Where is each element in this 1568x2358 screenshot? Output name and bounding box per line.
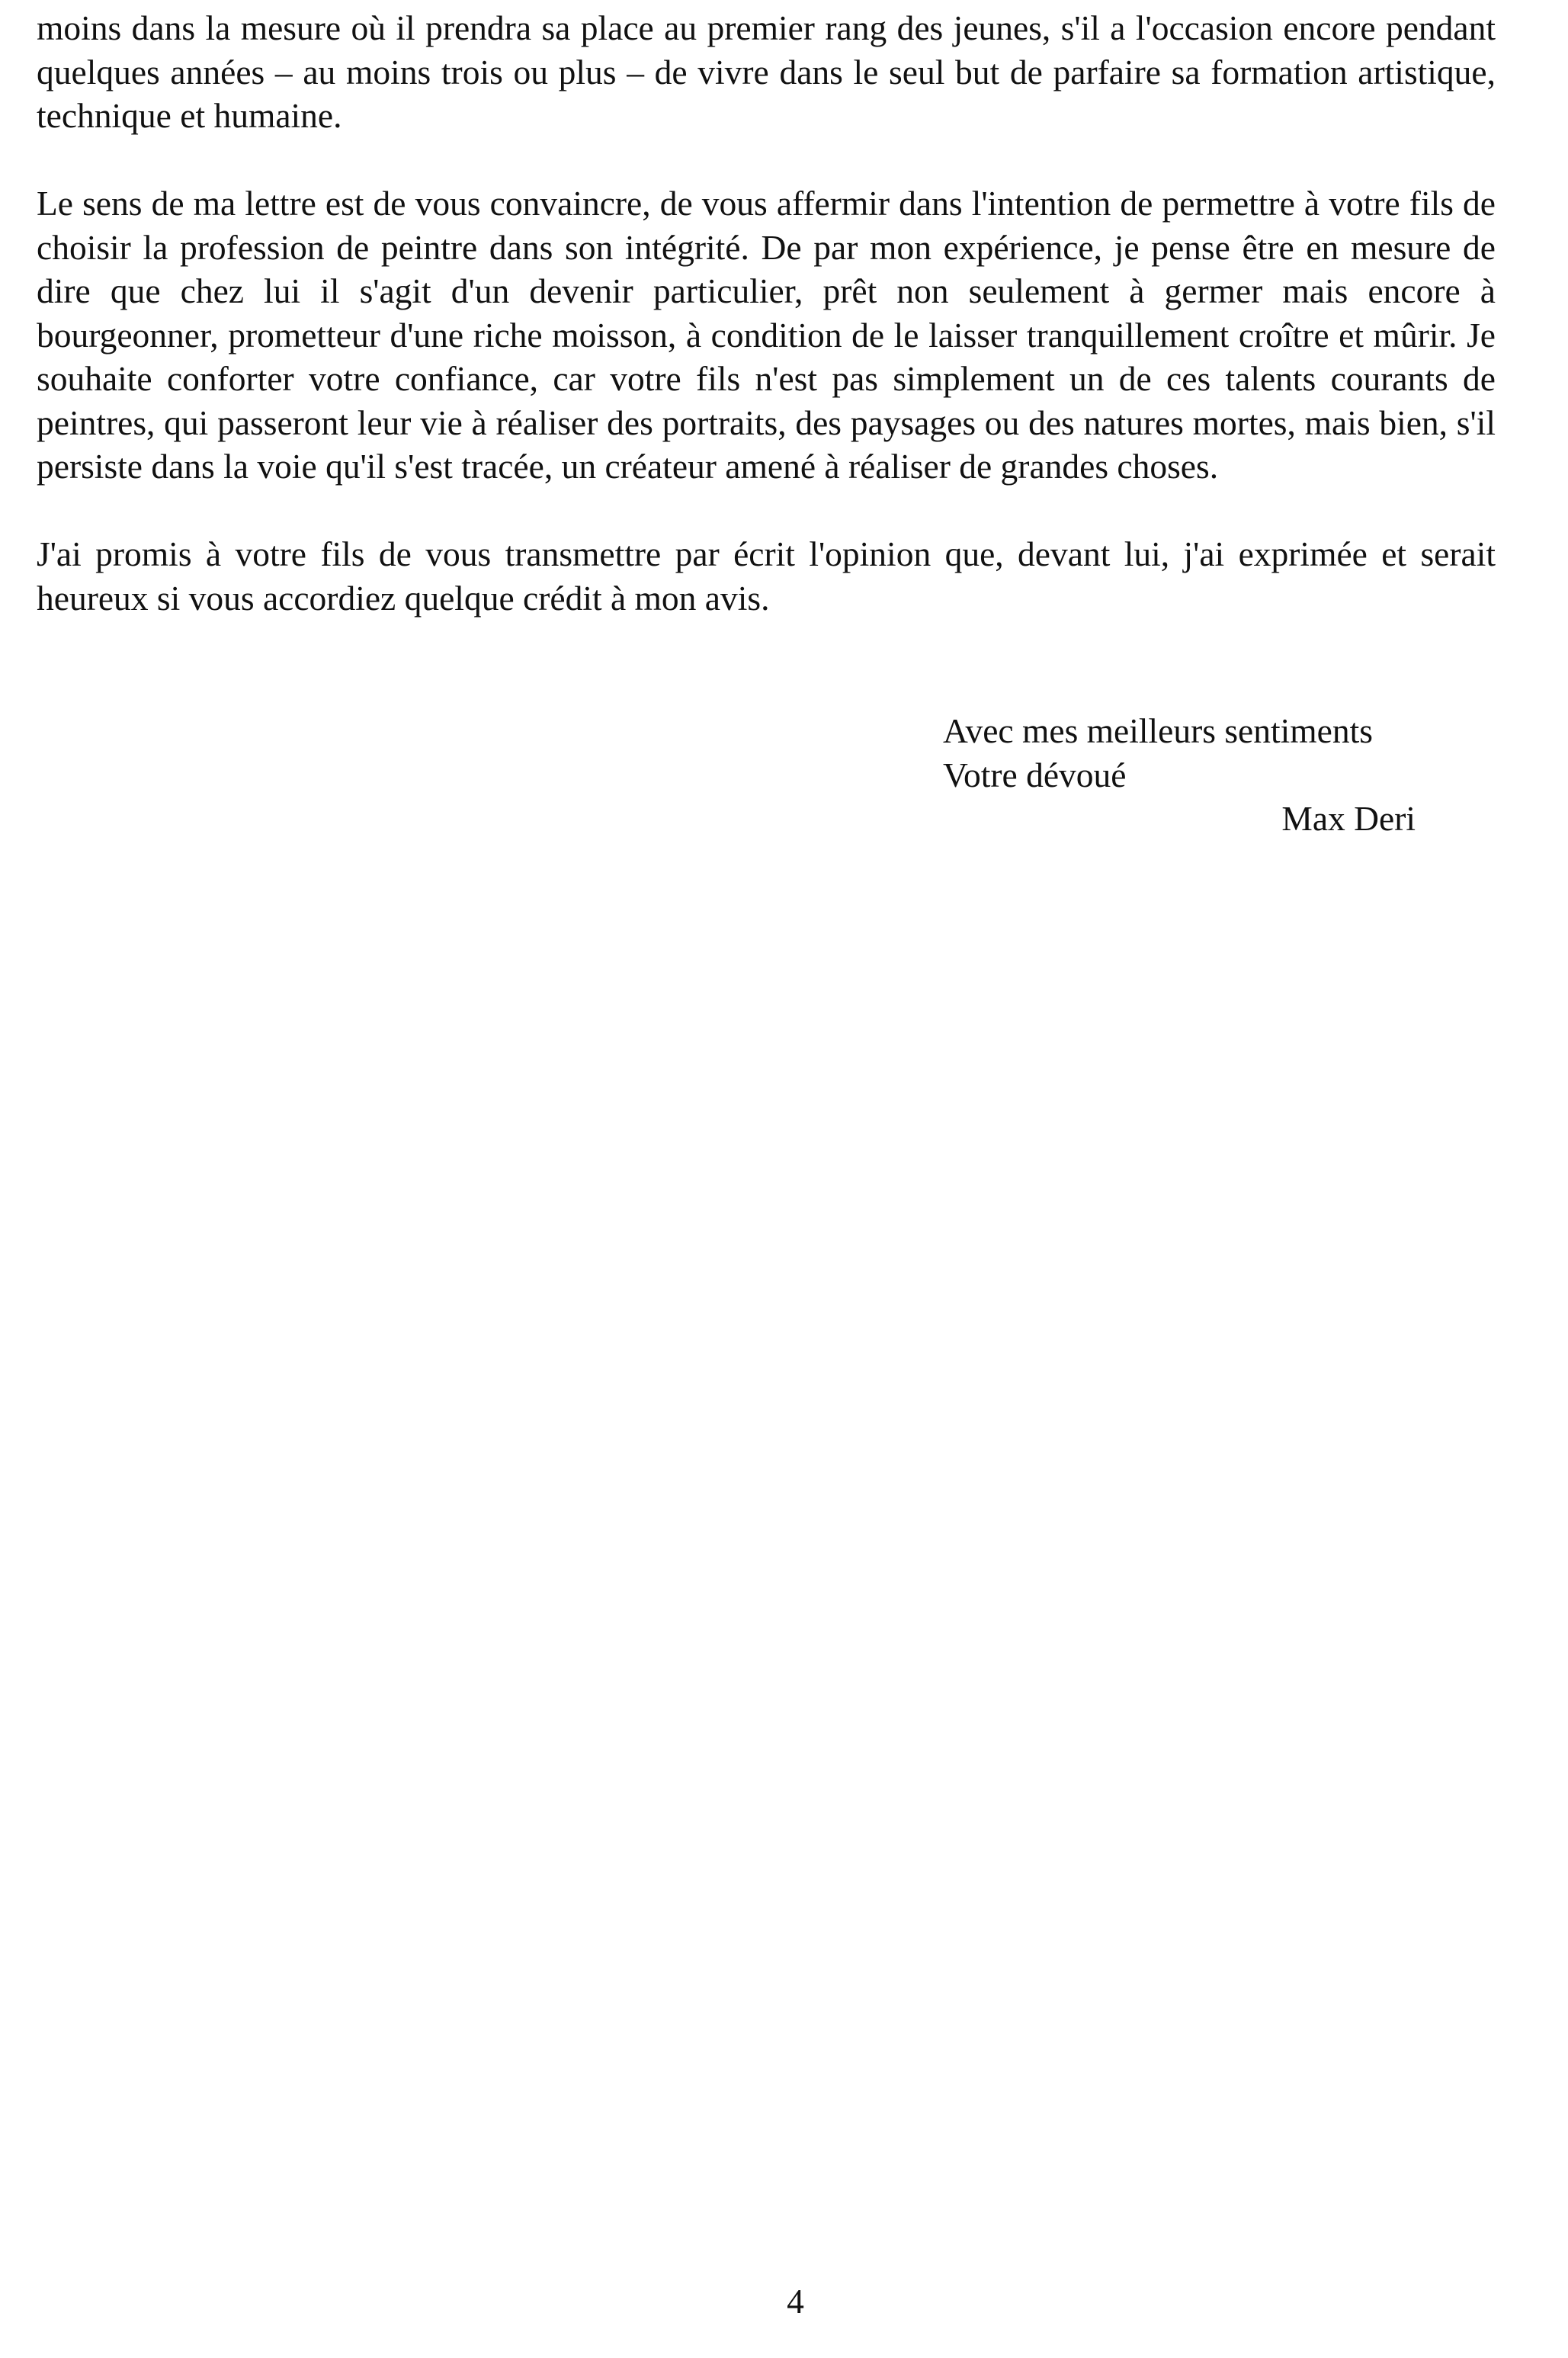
page-number: 4 [787, 2282, 804, 2321]
closing-salutation: Avec mes meilleurs sentiments [943, 711, 1373, 750]
letter-body [37, 6, 1496, 664]
paragraph-1: moins dans la mesure où il prendra sa place au premier rang des jeunes, s'il a l'occasion encore pendant quelques années – au moins trois ou plus – de vivre dans le seul but de parfaire sa formation artistique, technique et humaine. [37, 8, 1496, 135]
letter-closing [943, 709, 1416, 841]
paragraph-2: Le sens de ma lettre est de vous convaincre, de vous affermir dans l'intention de permettre à votre fils de choisir la profession de peintre dans son intégrité. De par mon expérience, je pense être en mesure de dire que chez lui il s'agit d'un devenir particulier, prêt non seulement à germer mais encore à bourgeonner, prometteur d'une riche moisson, à condition de le laisser tranquillement croître et mûrir. Je souhaite conforter votre confiance, car votre fils n'est pas simplement un de ces talents courants de peintres, qui passeront leur vie à réaliser des portraits, des paysages ou des natures mortes, mais bien, s'il persiste dans la voie qu'il s'est tracée, un créateur amené à réaliser de grandes choses. [37, 184, 1496, 486]
paragraph-3: J'ai promis à votre fils de vous transmettre par écrit l'opinion que, devant lui, j'ai exprimée et serait heureux si vous accordiez quelque crédit à mon avis. [37, 534, 1496, 618]
signature-name: Max Deri [1281, 799, 1416, 838]
closing-regards: Votre dévoué [943, 755, 1127, 794]
